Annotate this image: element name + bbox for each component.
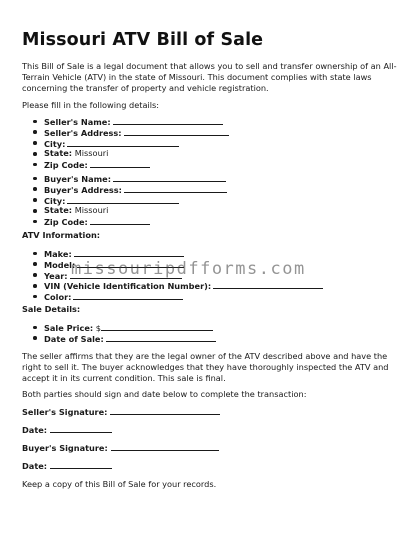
buyer-zip-label: Zip Code:: [44, 217, 88, 228]
seller-name-label: Seller's Name:: [44, 117, 111, 127]
seller-city-label: City:: [44, 138, 66, 149]
seller-signature-row: [22, 406, 220, 417]
buyer-signature-label: Buyer's Signature:: [22, 443, 108, 453]
seller-signature-line[interactable]: [110, 406, 220, 415]
document-title: Missouri ATV Bill of Sale: [22, 30, 264, 50]
atv-model-line[interactable]: [77, 259, 184, 268]
seller-address-line[interactable]: [124, 127, 229, 136]
atv-fields: [33, 248, 323, 302]
atv-vin-line[interactable]: [213, 280, 323, 289]
atv-model-label: Model:: [44, 259, 76, 270]
atv-color-label: Color:: [44, 292, 72, 303]
sale-date-label: Date of Sale:: [44, 333, 104, 344]
seller-name-row: [33, 116, 229, 127]
buyer-name-label: Buyer's Name:: [44, 174, 111, 184]
buyer-state-label: State:: [44, 205, 73, 216]
buyer-zip-line[interactable]: [90, 216, 150, 225]
seller-state-row: [33, 148, 229, 159]
atv-heading: ATV Information:: [22, 230, 101, 240]
buyer-city-label: City:: [44, 195, 66, 206]
sale-price-label: Sale Price:: [44, 323, 94, 333]
watermark: missouripdfforms.com: [71, 259, 306, 279]
atv-make-label: Make:: [44, 249, 72, 259]
atv-year-row: [33, 270, 323, 281]
atv-color-line[interactable]: [73, 291, 183, 300]
seller-date-row: [22, 424, 112, 435]
buyer-city-line[interactable]: [67, 195, 179, 204]
buyer-state-row: [33, 205, 227, 216]
seller-city-line[interactable]: [67, 138, 179, 147]
intro-paragraph: This Bill of Sale is a legal document that allows you to sell and transfer ownership of an All-Terrain Vehicle (ATV) in the state of Missouri. This document complies with state laws concerning the transfer of property and vehicle registration.: [22, 61, 397, 93]
seller-date-label: Date:: [22, 425, 48, 435]
sale-price-line[interactable]: [101, 322, 213, 331]
seller-zip-line[interactable]: [90, 159, 150, 168]
seller-address-row: [33, 127, 229, 138]
sale-fields: [33, 322, 216, 344]
both-parties-text: Both parties should sign and date below to complete the transaction:: [22, 389, 307, 399]
seller-name-line[interactable]: [113, 116, 223, 125]
atv-vin-row: [33, 280, 323, 291]
seller-date-line[interactable]: [50, 424, 112, 433]
sale-price-prefix: $: [95, 323, 101, 333]
atv-make-line[interactable]: [74, 248, 184, 257]
fill-prompt: Please fill in the following details:: [22, 100, 160, 110]
seller-state-value: Missouri: [74, 148, 109, 159]
seller-zip-label: Zip Code:: [44, 160, 88, 171]
atv-color-row: [33, 291, 323, 302]
sale-date-line[interactable]: [106, 333, 216, 342]
seller-zip-row: [33, 159, 229, 170]
seller-state-label: State:: [44, 148, 73, 159]
buyer-name-row: [33, 173, 227, 184]
sale-heading: Sale Details:: [22, 304, 81, 314]
seller-signature-label: Seller's Signature:: [22, 407, 108, 417]
buyer-address-line[interactable]: [124, 184, 227, 193]
atv-year-line[interactable]: [70, 270, 182, 279]
buyer-city-row: [33, 195, 227, 206]
atv-make-row: [33, 248, 323, 259]
atv-year-label: Year:: [44, 270, 68, 281]
buyer-name-line[interactable]: [113, 173, 226, 182]
buyer-fields: [33, 173, 227, 227]
buyer-date-label: Date:: [22, 461, 48, 471]
sale-date-row: [33, 333, 216, 344]
seller-fields: [33, 116, 229, 170]
affirmation-paragraph: The seller affirms that they are the legal owner of the ATV described above and have the right to sell it. The buyer acknowledges that they have thoroughly inspected the ATV and accept it in its current condition. This sale is final.: [22, 351, 389, 383]
buyer-date-line[interactable]: [50, 460, 112, 469]
buyer-zip-row: [33, 216, 227, 227]
sale-price-row: [33, 322, 216, 333]
atv-model-row: [33, 259, 323, 270]
atv-vin-label: VIN (Vehicle Identification Number):: [44, 281, 212, 292]
buyer-address-row: [33, 184, 227, 195]
seller-city-row: [33, 138, 229, 149]
buyer-address-label: Buyer's Address:: [44, 184, 122, 195]
buyer-date-row: [22, 460, 112, 471]
buyer-signature-line[interactable]: [111, 442, 219, 451]
buyer-signature-row: [22, 442, 219, 453]
keep-copy-note: Keep a copy of this Bill of Sale for your records.: [22, 479, 217, 489]
buyer-state-value: Missouri: [74, 205, 109, 216]
seller-address-label: Seller's Address:: [44, 127, 122, 138]
